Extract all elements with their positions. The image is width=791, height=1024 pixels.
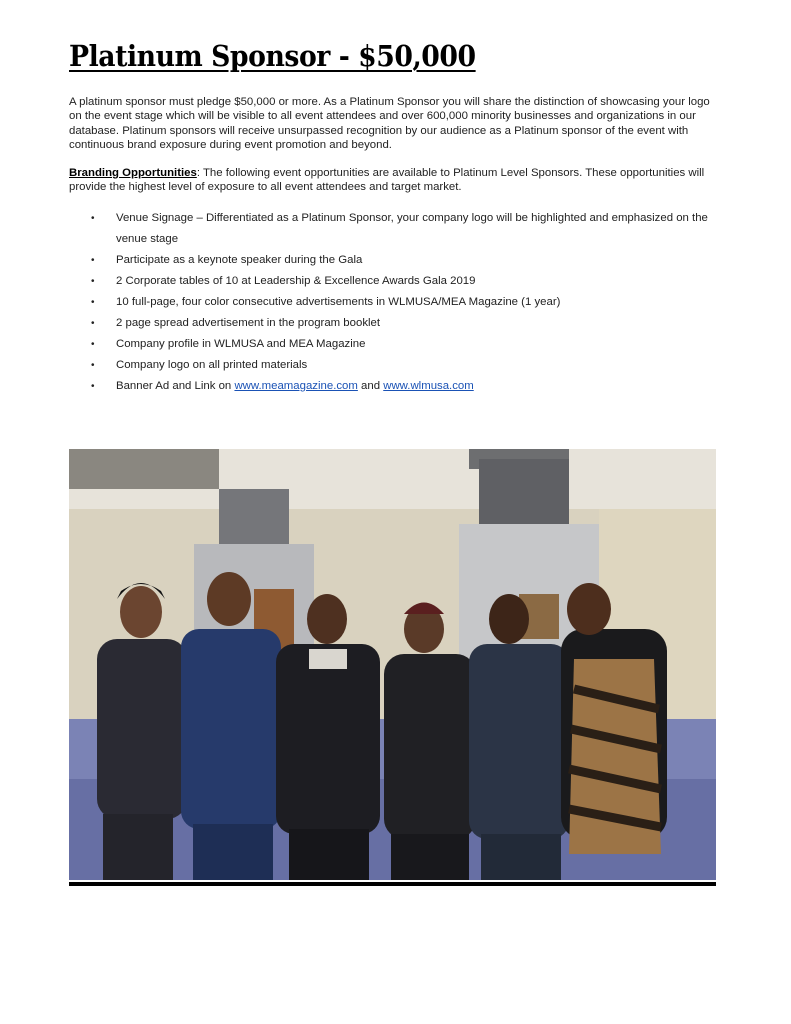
group-photo xyxy=(69,449,716,880)
banner-prefix: Banner Ad and Link on xyxy=(116,380,235,392)
photo-ceiling-beam xyxy=(69,449,219,489)
list-item-text: Company profile in WLMUSA and MEA Magazine xyxy=(116,338,366,350)
list-item xyxy=(91,292,716,313)
intro-paragraph: A platinum sponsor must pledge $50,000 or more. As a Platinum Sponsor you will share the distinction of showcasing your logo on the event stage which will be visible to all event attendees and over 600,000 minority businesses and organizations in our database. Platinum sponsors will receive unsurpassed recognition by our audience as a Platinum sponsor of the event with continuous brand exposure during event promotion and beyond. xyxy=(69,96,710,152)
bullet-icon: • xyxy=(91,297,95,308)
list-item-text: 10 full-page, four color consecutive advertisements in WLMUSA/MEA Magazine (1 year) xyxy=(116,296,561,308)
branding-text: : The following event opportunities are available to Platinum Level Sponsors. These opportunities will provide the highest level of exposure to all event attendees and target market. xyxy=(69,167,705,194)
list-item-text: Venue Signage – Differentiated as a Platinum Sponsor, your company logo will be highlighted and emphasized on the venue stage xyxy=(116,212,708,245)
branding-paragraph xyxy=(69,166,719,195)
list-item-text: 2 Corporate tables of 10 at Leadership & Excellence Awards Gala 2019 xyxy=(116,275,476,287)
list-item-text: 2 page spread advertisement in the program booklet xyxy=(116,317,381,329)
list-item xyxy=(91,313,716,334)
bullet-icon: • xyxy=(91,276,95,287)
branding-heading: Branding Opportunities xyxy=(69,167,197,179)
list-item xyxy=(91,355,716,376)
list-item xyxy=(91,271,716,292)
list-item-banner xyxy=(91,376,716,397)
list-item xyxy=(91,334,716,355)
divider xyxy=(69,882,716,886)
meamagazine-link[interactable]: www.meamagazine.com xyxy=(234,380,358,392)
list-item xyxy=(91,250,716,271)
list-item-text: Company logo on all printed materials xyxy=(116,359,308,371)
list-item-text: Participate as a keynote speaker during the Gala xyxy=(116,254,363,266)
bullet-icon: • xyxy=(91,360,95,371)
page-title: Platinum Sponsor - $50,000 xyxy=(69,39,476,73)
bullet-icon: • xyxy=(91,381,95,392)
list-item xyxy=(91,208,716,250)
banner-middle: and xyxy=(357,380,384,392)
bullet-icon: • xyxy=(91,213,95,224)
photo-wall-panel xyxy=(479,459,569,529)
wlmusa-link[interactable]: www.wlmusa.com xyxy=(383,380,474,392)
bullet-icon: • xyxy=(91,339,95,350)
bullet-icon: • xyxy=(91,255,95,266)
bullet-icon: • xyxy=(91,318,95,329)
opportunities-list xyxy=(91,208,716,397)
